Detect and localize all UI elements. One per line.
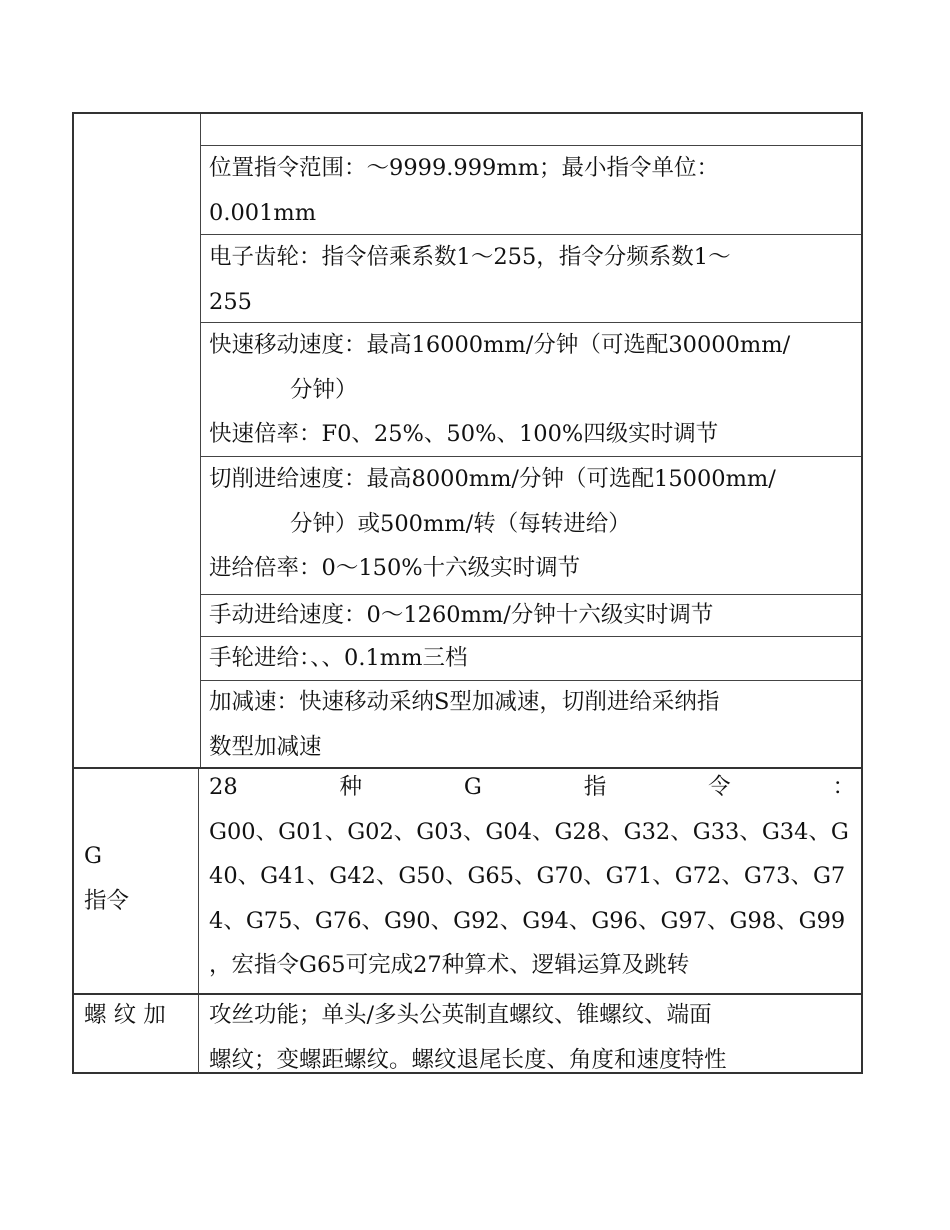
g-code-token: 指 (583, 774, 607, 800)
g-code-token: ： (832, 774, 855, 800)
electronic-gear-line2: 255 (209, 288, 252, 315)
g-code-list-line2: G00、G01、G02、G03、G04、G28、G32、G33、G34、G (209, 818, 849, 845)
g-code-token: G (463, 774, 482, 800)
thread-line2: 螺纹；变螺距螺纹。螺纹退尾长度、角度和速度特性 (209, 1046, 727, 1073)
thread-cell (209, 993, 857, 1082)
g-code-list-line4: 4、G75、G76、G90、G92、G94、G96、G97、G98、G99 (209, 907, 846, 934)
rapid-speed-line1: 快速移动速度：最高16000mm/分钟（可选配30000mm/ (209, 332, 791, 358)
accel-decel-cell (209, 680, 857, 769)
manual-feed-cell (209, 593, 857, 638)
g-code-list-line3: 40、G41、G42、G50、G65、G70、G71、G72、G73、G7 (209, 863, 846, 889)
cutting-feed-line2: 分钟）或500mm/转（每转进给） (290, 510, 631, 537)
g-code-header-line (209, 765, 855, 810)
column-divider (200, 114, 201, 767)
g-code-label-line1: G (84, 843, 102, 869)
position-range-line1: 位置指令范围：～9999.999mm；最小指令单位： (209, 155, 720, 181)
handwheel-feed-cell (209, 636, 857, 681)
position-range-line2: 0.001mm (209, 199, 317, 226)
rapid-override-line: 快速倍率：F0、25%、50%、100%四级实时调节 (209, 421, 719, 447)
rapid-speed-cell (209, 323, 857, 457)
thread-label: 螺 纹 加 (84, 1002, 166, 1028)
column-divider (198, 993, 199, 1074)
handwheel-feed-line: 手轮进给：、、0.1mm三档 (209, 645, 468, 671)
cutting-feed-line1: 切削进给速度：最高8000mm/分钟（可选配15000mm/ (209, 466, 776, 492)
rapid-speed-line2: 分钟） (290, 376, 358, 403)
thread-line1: 攻丝功能；单头/多头公英制直螺纹、锥螺纹、端面 (209, 1002, 712, 1028)
spec-table (72, 112, 863, 1074)
feed-override-line: 进给倍率：0～150%十六级实时调节 (209, 555, 581, 581)
accel-decel-line2: 数型加减速 (209, 733, 322, 760)
position-range-cell (209, 146, 857, 235)
g-code-token: 28 (209, 774, 238, 800)
manual-feed-line: 手动进给速度：0～1260mm/分钟十六级实时调节 (209, 602, 714, 628)
g-code-cell (209, 765, 857, 988)
accel-decel-line1: 加减速：快速移动采纳S型加减速，切削进给采纳指 (209, 689, 720, 715)
column-divider (198, 767, 199, 993)
g-code-label (84, 834, 129, 923)
g-code-label-line2: 指令 (84, 887, 130, 914)
cutting-feed-cell (209, 457, 857, 591)
g-code-list-line5: ，宏指令G65可完成27种算术、逻辑运算及跳转 (209, 952, 690, 978)
g-code-token: 种 (339, 774, 363, 800)
electronic-gear-cell (209, 235, 857, 324)
g-code-token: 令 (708, 774, 731, 800)
electronic-gear-line1: 电子齿轮：指令倍乘系数1～255，指令分频系数1～ (209, 244, 731, 270)
